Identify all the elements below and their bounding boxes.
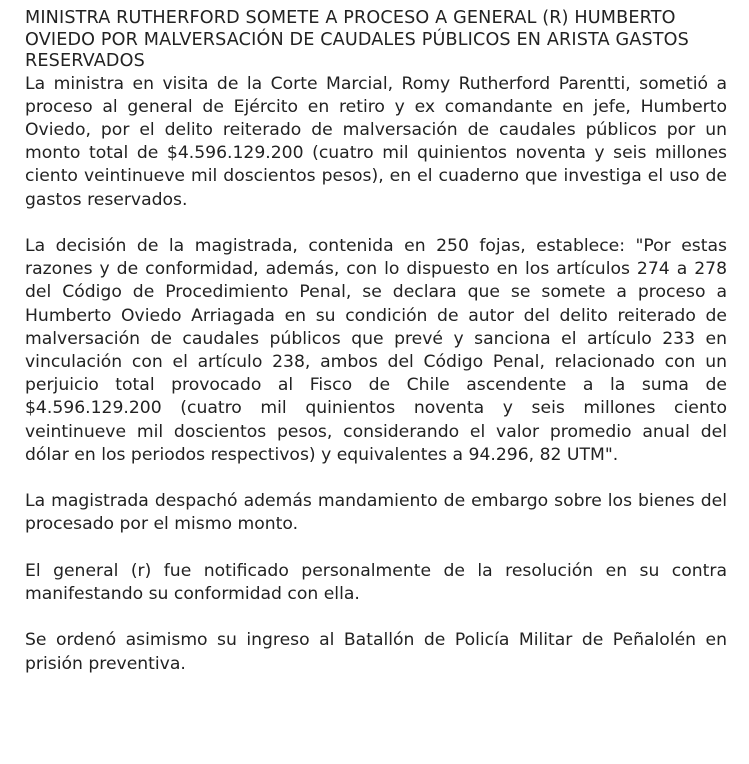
article-paragraph-4: El general (r) fue notificado personalmente de la resolución en su contra manifestando su conformidad con ella. — [25, 560, 727, 604]
article-paragraph-3: La magistrada despachó además mandamiento de embargo sobre los bienes del procesado por el mismo monto. — [25, 491, 727, 535]
article-paragraph-2: La decisión de la magistrada, contenida en 250 fojas, establece: "Por estas razones y de conformidad, además, con lo dispuesto en los artículos 274 a 278 del Código de Procedimiento Penal, se declara que se somete a proceso a Humberto Oviedo Arriagada en su condición de autor del delito reiterado de malversación de caudales públicos que prevé y sanciona el artículo 233 en vinculación con el artículo 238, ambos del Código Penal, relacionado con un perjuicio total provocado al Fisco de Chile ascendente a la suma de $4.596.129.200 (cuatro mil quinientos noventa y seis millones ciento veintinueve mil doscientos pesos, considerando el valor promedio anual del dólar en los periodos respectivos) y equivalentes a 94.296, 82 UTM". — [25, 235, 727, 465]
article-paragraph-5: Se ordenó asimismo su ingreso al Batallón de Policía Militar de Peñalolén en prisión preventiva. — [25, 630, 727, 674]
article-title: MINISTRA RUTHERFORD SOMETE A PROCESO A GENERAL (R) HUMBERTO OVIEDO POR MALVERSACIÓN DE CAUDALES PÚBLICOS EN ARISTA GASTOS RESERVADOS — [25, 8, 689, 71]
article-paragraph-1: La ministra en visita de la Corte Marcial, Romy Rutherford Parentti, sometió a proceso al general de Ejército en retiro y ex comandante en jefe, Humberto Oviedo, por el delito reiterado de malversación de caudales públicos por un monto total de $4.596.129.200 (cuatro mil quinientos noventa y seis millones ciento veintinueve mil doscientos pesos), en el cuaderno que investiga el uso de gastos reservados. — [25, 73, 727, 210]
